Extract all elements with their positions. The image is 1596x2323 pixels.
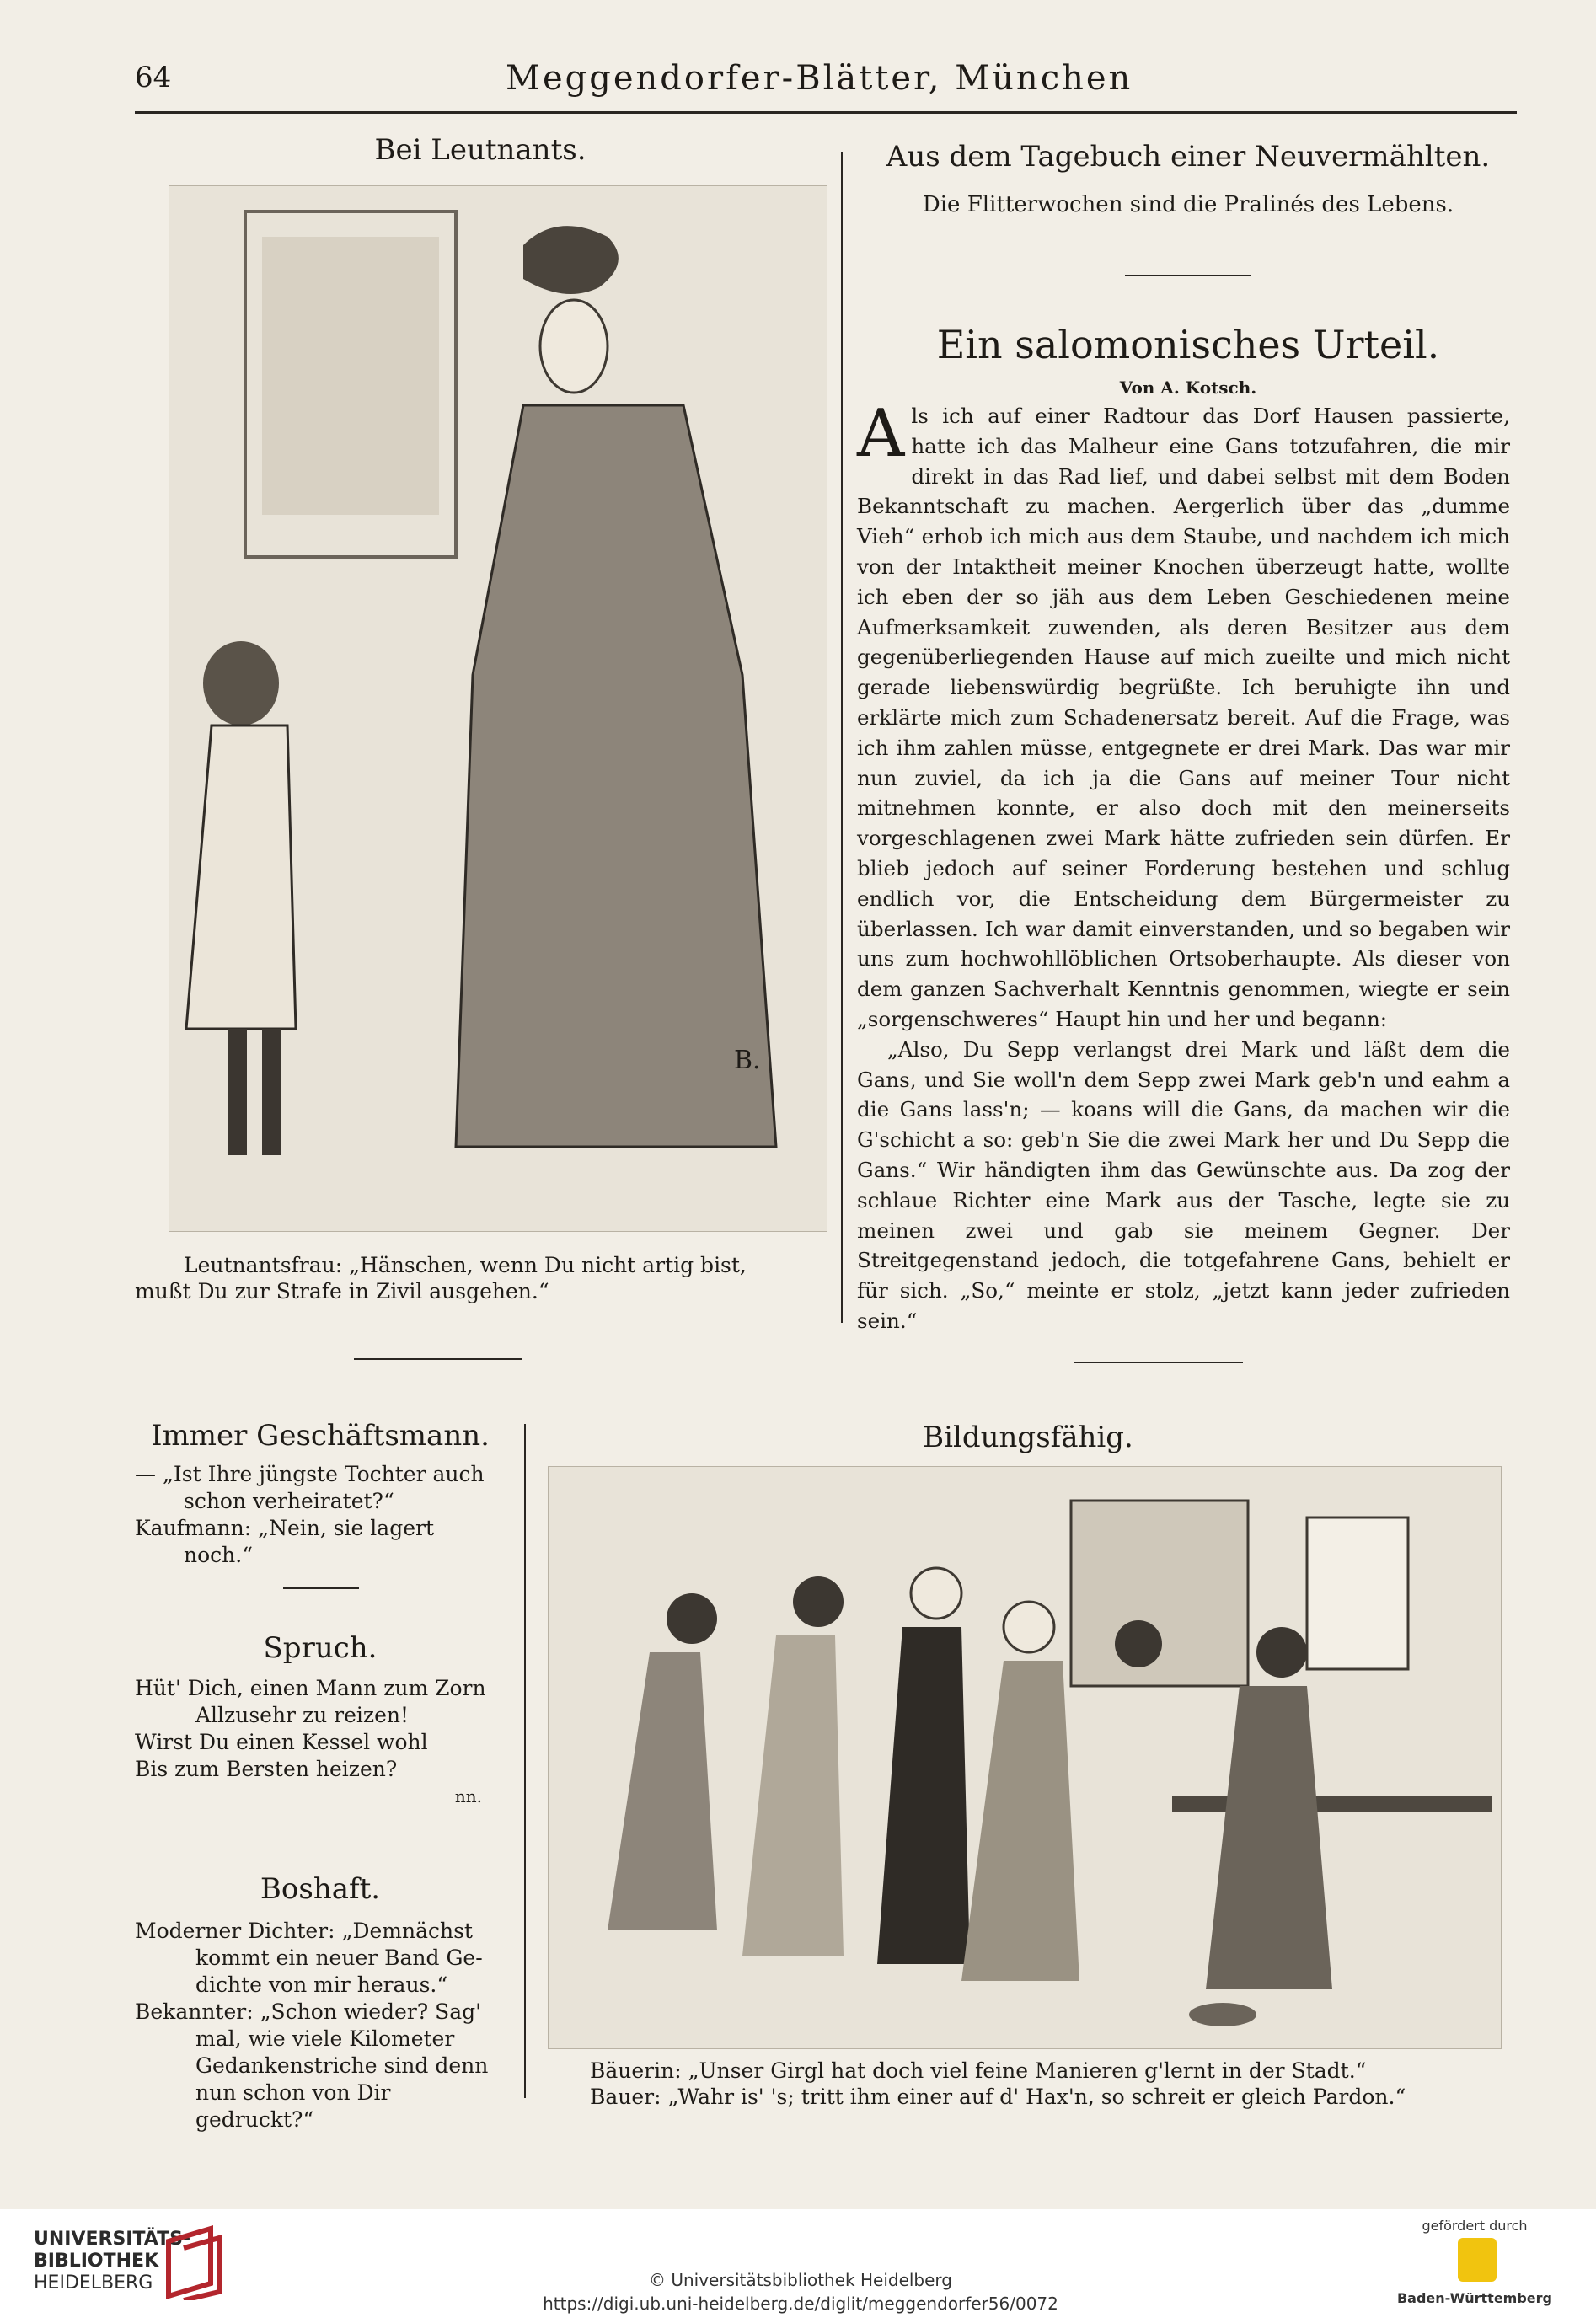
poem-line: Allzusehr zu reizen! <box>195 1703 410 1727</box>
library-emblem-icon <box>160 2224 228 2300</box>
boshaft-text <box>135 1918 506 2133</box>
poem-line: Bis zum Bersten heizen? <box>135 1757 398 1781</box>
tagebuch-title: Aus dem Tagebuch einer Neuvermählten. <box>886 140 1491 174</box>
text-line: Gedankenstriche sind denn <box>195 2053 489 2078</box>
divider <box>1074 1362 1243 1363</box>
text-line: Bekannter: „Schon wieder? Sag' <box>135 1999 482 2024</box>
bei-leutnants-title: Bei Leutnants. <box>374 133 586 167</box>
artist-monogram: B. <box>734 1046 761 1075</box>
drop-capital: A <box>857 396 905 472</box>
journal-title: Meggendorfer-Blätter, München <box>506 59 1133 98</box>
state-coat-of-arms-icon <box>1458 2238 1497 2282</box>
funding-label: gefördert durch <box>1422 2218 1528 2234</box>
article-paragraph: „Also, Du Sepp verlangst drei Mark und läßt dem die Gans, und Sie woll'n dem Sepp zwei Mark geb'n und eahm a die Gans lass'n; — koans will die Gans, da machen wir die G'schicht a so: geb'n Sie die zwei Mark her und Du Sepp die Gans.“ Wir händigten ihm das Gewünschte aus. Da zog der schlaue Richter eine Mark aus der Tasche, legte sie zu meinen zwei und gab sie meinem Gegner. Der Streitgegenstand jedoch, die totgefahrene Gans, behielt er für sich. „So,“ meinte er stolz, „jetzt kann jeder zufrieden sein.“ <box>857 1036 1510 1333</box>
text-line: mal, wie viele Kilometer <box>195 2026 455 2051</box>
header-rule <box>135 111 1517 114</box>
caption-line: Bäuerin: „Unser Girgl hat doch viel feine Manieren g'lernt in der Stadt.“ <box>590 2058 1367 2083</box>
poem-signature: nn. <box>454 1786 482 1806</box>
library-name-line: UNIVERSITÄTS- <box>34 2229 191 2250</box>
copyright-notice: © Universitätsbibliothek Heidelberg <box>648 2270 952 2290</box>
text-line: schon verheiratet?“ <box>184 1489 394 1513</box>
bildungsfaehig-title: Bildungsfähig. <box>923 1421 1133 1454</box>
divider <box>354 1358 522 1360</box>
bildungsfaehig-caption <box>590 2058 1517 2110</box>
funding-sponsor[interactable]: Baden-Württemberg <box>1396 2290 1552 2306</box>
bei-leutnants-caption <box>135 1252 826 1304</box>
paragraph-text: ls ich auf einer Radtour das Dorf Hausen passierte, hatte ich das Malheur eine Gans totzufahren, die mir direkt in das Rad lief, und dabei selbst mit dem Boden Bekanntschaft zu machen. Aergerlich über das „dumme Vieh“ erhob ich mich aus dem Staube, und nachdem ich mich von der Intaktheit meiner Knochen überzeugt hatte, wollte ich eben der so jäh aus dem Leben Geschiedenen meine Aufmerksamkeit zuwenden, als deren Besitzer aus dem gegenüberliegenden Hause auf mich zueilte und mich nicht gerade liebenswürdig begrüßte. Ich beruhigte ihn und erklärte mich zum Schadenersatz bereit. Auf die Frage, was ich ihm zahlen müsse, entgegnete er drei Mark. Das war mir nun zuviel, da ich ja die Gans auf meiner Tour nicht mitnehmen konnte, er also doch mit den meinerseits vorgeschlagenen zwei Mark hätte zufrieden sein dürfen. Er blieb jedoch auf seiner Forderung bestehen und schlug endlich vor, die Entscheidung dem Bürgermeister zu überlassen. Ich war damit einverstanden, und so begaben wir uns zum hochwohllöblichen Ortsoberhaupte. Als dieser von dem ganzen Sachverhalt Kenntnis genommen, wiegte er sein „sorgenschweres“ Haupt hin und her und begann: <box>857 404 1510 1031</box>
text-line: noch.“ <box>184 1543 253 1567</box>
spruch-poem <box>135 1675 506 1810</box>
boshaft-title: Boshaft. <box>260 1872 381 1906</box>
tavern-scene-illustration <box>548 1466 1502 2049</box>
lieutenant-wife-and-child-illustration <box>169 185 827 1232</box>
caption-line: Bauer: „Wahr is' 's; tritt ihm einer auf d' Hax'n, so schreit er gleich Pardon.“ <box>590 2085 1406 2109</box>
text-line: Kaufmann: „Nein, sie lagert <box>135 1516 434 1540</box>
illustration-sketch <box>169 186 827 1231</box>
text-line: dichte von mir heraus.“ <box>195 1972 448 1997</box>
column-rule-upper <box>841 152 843 1323</box>
text-line: Moderner Dichter: „Demnächst <box>135 1919 473 1943</box>
poem-line: Hüt' Dich, einen Mann zum Zorn <box>135 1676 486 1700</box>
geschaeftsmann-title: Immer Geschäftsmann. <box>151 1419 490 1453</box>
column-rule-lower <box>524 1424 526 2098</box>
caption-line: mußt Du zur Strafe in Zivil ausgehen.“ <box>135 1279 549 1303</box>
caption-line: Leutnantsfrau: „Hänschen, wenn Du nicht artig bist, <box>184 1253 747 1277</box>
article-paragraph <box>857 396 1510 1035</box>
permalink[interactable]: https://digi.ub.uni-heidelberg.de/diglit/meggendorfer56/0072 <box>543 2294 1058 2314</box>
library-name-line: BIBLIOTHEK <box>34 2251 159 2272</box>
divider <box>1125 275 1251 276</box>
urteil-title: Ein salomonisches Urteil. <box>936 322 1440 367</box>
page-number: 64 <box>135 61 172 94</box>
divider <box>283 1587 359 1589</box>
library-name-line: HEIDELBERG <box>34 2272 153 2294</box>
urteil-article <box>857 396 1510 1336</box>
tagebuch-text: Die Flitterwochen sind die Pralinés des Lebens. <box>922 192 1454 217</box>
spruch-title: Spruch. <box>263 1631 378 1665</box>
poem-line: Wirst Du einen Kessel wohl <box>135 1730 428 1754</box>
urteil-author: Von A. Kotsch. <box>1119 377 1257 398</box>
geschaeftsmann-text <box>135 1461 506 1569</box>
text-line: kommt ein neuer Band Ge- <box>195 1946 483 1970</box>
text-line: nun schon von Dir gedruckt?“ <box>195 2080 391 2132</box>
illustration-sketch <box>549 1467 1501 2048</box>
text-line: — „Ist Ihre jüngste Tochter auch <box>135 1462 485 1486</box>
